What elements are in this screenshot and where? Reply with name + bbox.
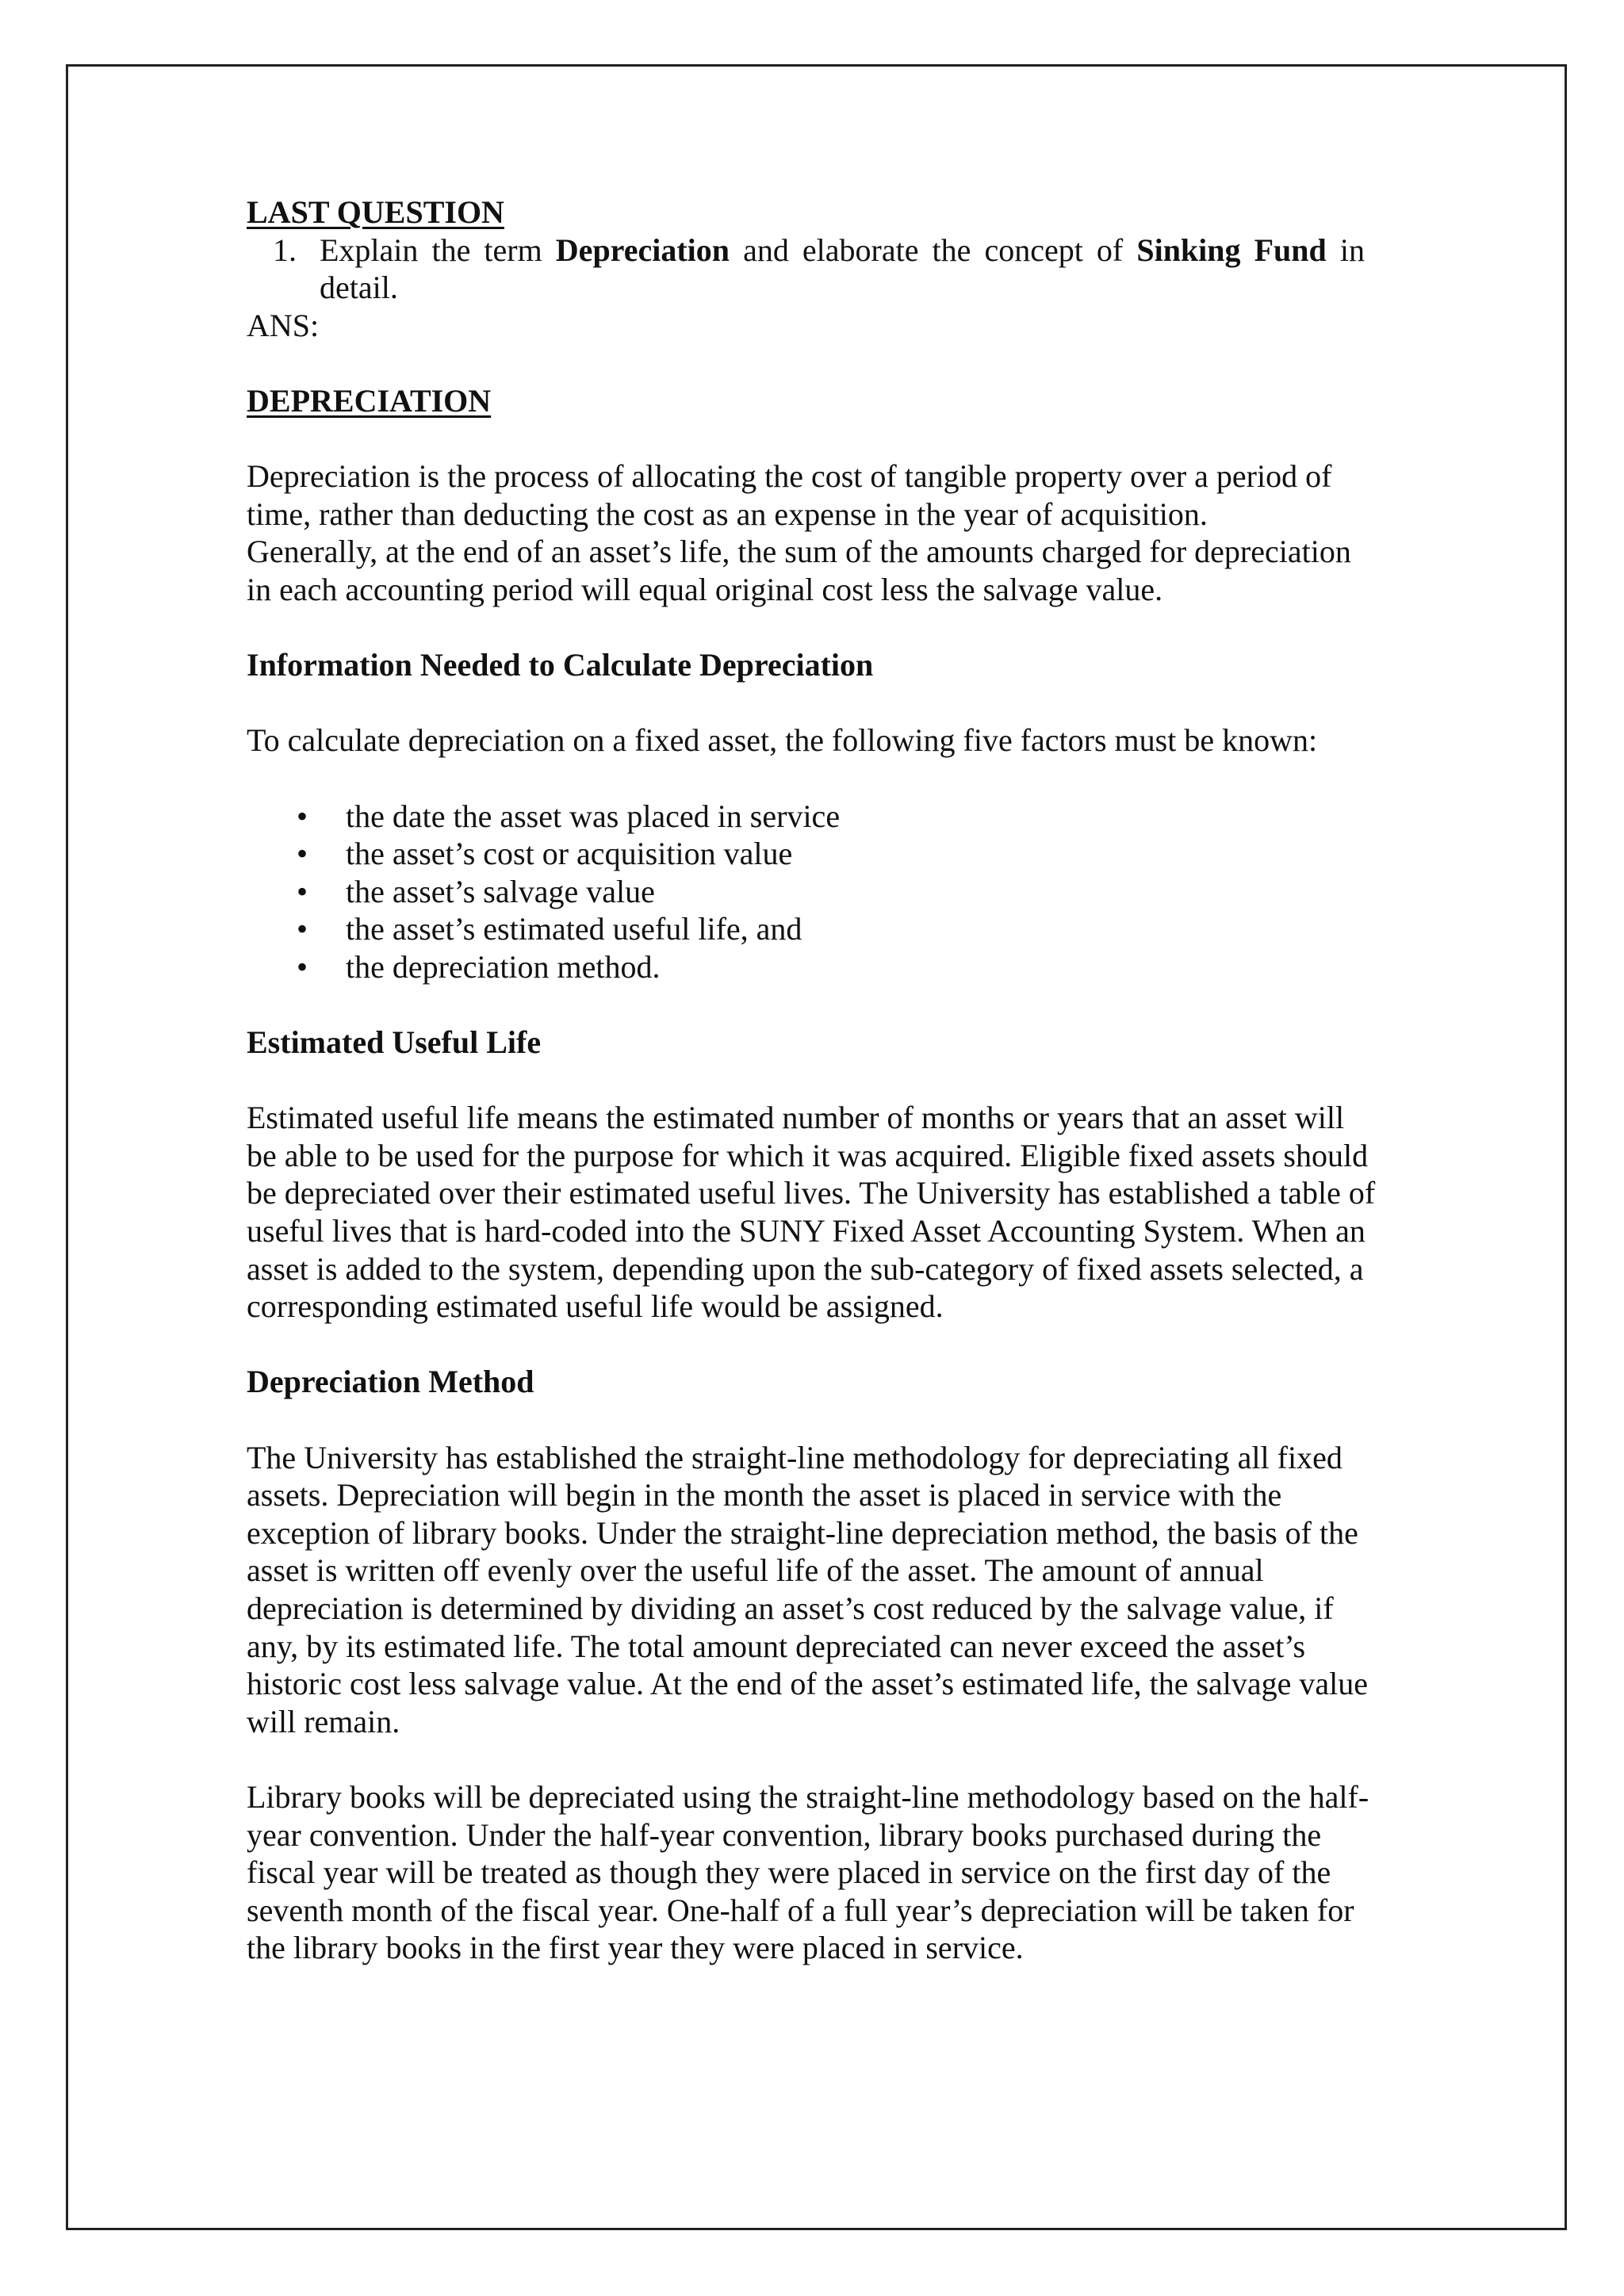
section-title: DEPRECIATION (247, 382, 492, 419)
method-heading: Depreciation Method (247, 1364, 534, 1400)
document-body (247, 193, 1381, 1967)
question-text-part: and elaborate the concept of (730, 232, 1137, 268)
question-term-depreciation: Depreciation (555, 232, 730, 268)
info-heading: Information Needed to Calculate Depreciation (247, 647, 874, 683)
useful-life-paragraph: Estimated useful life means the estimated number of months or years that an asset will be able to be used for the purpose for which it was acquired. Eligible fixed assets should be depreciated over their estimated useful lives. The University has established a table of useful lives that is hard-coded into the SUNY Fixed Asset Accounting System. When an asset is added to the system, depending upon the sub-category of fixed assets selected, a corresponding estimated useful life would be assigned. (247, 1100, 1376, 1325)
question-term-sinking-fund: Sinking Fund (1136, 232, 1327, 268)
info-intro: To calculate depreciation on a fixed asset, the following five factors must be known: (247, 722, 1318, 759)
bullet-icon: • (297, 873, 308, 909)
question-item (247, 232, 1381, 307)
bullet-icon: • (297, 836, 308, 872)
bullet-icon: • (297, 948, 308, 985)
list-item: • the asset’s cost or acquisition value (297, 836, 793, 872)
bullet-icon: • (297, 911, 308, 947)
list-item: • the asset’s salvage value (297, 873, 655, 909)
question-number: 1. (273, 232, 297, 268)
intro-sentence-2: Generally, at the end of an asset’s life, the sum of the amounts charged for depreciation in each accounting period will equal original cost less the salvage value. (247, 534, 1351, 607)
list-item: • the asset’s estimated useful life, and (297, 911, 802, 947)
page-title: LAST QUESTION (247, 194, 504, 230)
question-text-part: in detail. (320, 232, 1365, 306)
intro-sentence-1: Depreciation is the process of allocating the cost of tangible property over a period of time, rather than deducting the cost as an expense in the year of acquisition. (247, 458, 1332, 532)
answer-label: ANS: (247, 307, 320, 343)
question-text (310, 232, 1365, 307)
factor-list (247, 798, 1381, 986)
library-paragraph: Library books will be depreciated using the straight-line methodology based on the half-year convention. Under the half-year convention, library books purchased during the fiscal year will be treated as though they were placed in service on the first day of the seventh month of the fiscal year. One-half of a full year’s depreciation will be taken for the library books in the first year they were placed in service. (247, 1778, 1369, 1966)
bullet-icon: • (297, 798, 308, 834)
question-text-part: Explain the term (320, 232, 556, 268)
method-paragraph: The University has established the straight-line methodology for depreciating all fixed assets. Depreciation will begin in the month the asset is placed in service with the exception of library books. Under the straight-line depreciation method, the basis of the asset is written off evenly over the useful life of the asset. The amount of annual depreciation is determined by dividing an asset’s cost reduced by the salvage value, if any, by its estimated life. The total amount depreciated can never exceed the asset’s historic cost less salvage value. At the end of the asset’s estimated life, the salvage value will remain. (247, 1439, 1369, 1739)
list-item: • the depreciation method. (297, 948, 661, 985)
list-item: • the date the asset was placed in service (297, 798, 841, 834)
intro-paragraph (247, 457, 1381, 608)
useful-life-heading: Estimated Useful Life (247, 1024, 542, 1061)
